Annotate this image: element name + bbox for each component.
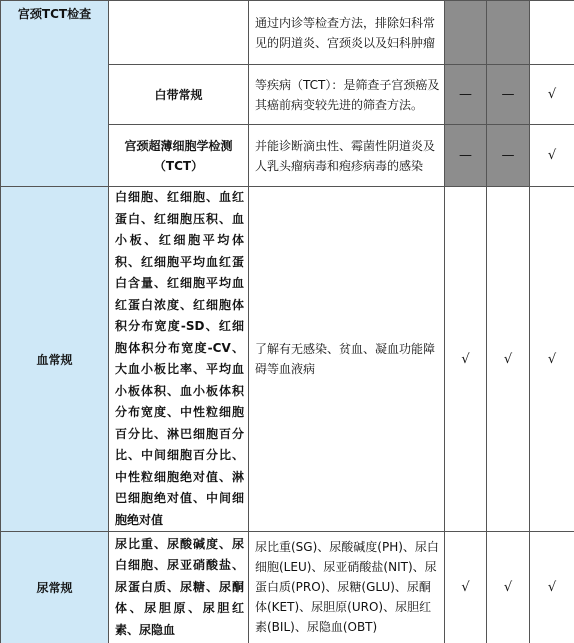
item-cell: 宫颈超薄细胞学检测（TCT）: [109, 125, 249, 187]
mark-cell: [445, 1, 487, 65]
check-mark: √: [445, 532, 487, 643]
mark-cell: —: [487, 65, 530, 125]
category-cell: 血常规: [1, 187, 109, 532]
description-cell: 并能诊断滴虫性、霉菌性阴道炎及人乳头瘤病毒和疱疹病毒的感染: [249, 125, 445, 187]
description-cell: 等疾病（TCT）：是筛查子宫颈癌及其癌前病变较先进的筛查方法。: [249, 65, 445, 125]
mark-cell: [487, 1, 530, 65]
mark-cell: —: [445, 65, 487, 125]
check-mark: √: [487, 532, 530, 643]
check-mark: √: [530, 65, 574, 125]
table-row: [1, 187, 574, 532]
check-mark: √: [530, 187, 574, 532]
description-cell: 了解有无感染、贫血、凝血功能障碍等血液病: [249, 187, 445, 532]
item-cell: 尿比重、尿酸碱度、尿白细胞、尿亚硝酸盐、尿蛋白质、尿糖、尿酮体、尿胆原、尿胆红素、尿隐血: [109, 532, 249, 643]
mark-cell: —: [445, 125, 487, 187]
description-cell: 通过内诊等检查方法，排除妇科常见的阴道炎、宫颈炎以及妇科肿瘤: [249, 1, 445, 65]
item-cell: 白带常规: [109, 65, 249, 125]
mark-cell: —: [487, 125, 530, 187]
category-cell: 宫颈TCT检查: [1, 1, 109, 187]
check-mark: √: [530, 532, 574, 643]
check-mark: √: [530, 125, 574, 187]
description-cell: 尿比重(SG)、尿酸碱度(PH)、尿白细胞(LEU)、尿亚硝酸盐(NIT)、尿蛋白质(PRO)、尿糖(GLU)、尿酮体(KET)、尿胆原(URO)、尿胆红素(BIL)、尿隐血(OBT): [249, 532, 445, 643]
item-cell: 白细胞、红细胞、血红蛋白、红细胞压积、血小板、红细胞平均体积、红细胞平均血红蛋白含量、红细胞平均血红蛋白浓度、红细胞体积分布宽度-SD、红细胞体积分布宽度-CV、大血小板比率、平均血小板体积、血小板体积分布宽度、中性粒细胞百分比、淋巴细胞百分比、中间细胞百分比、中性粒细胞绝对值、淋巴细胞绝对值、中间细胞绝对值: [109, 187, 249, 532]
check-mark: √: [445, 187, 487, 532]
mark-cell: [530, 1, 574, 65]
check-mark: √: [487, 187, 530, 532]
table-row: [1, 1, 574, 65]
category-cell: 尿常规: [1, 532, 109, 643]
item-cell: [109, 1, 249, 65]
table-row: [1, 532, 574, 643]
